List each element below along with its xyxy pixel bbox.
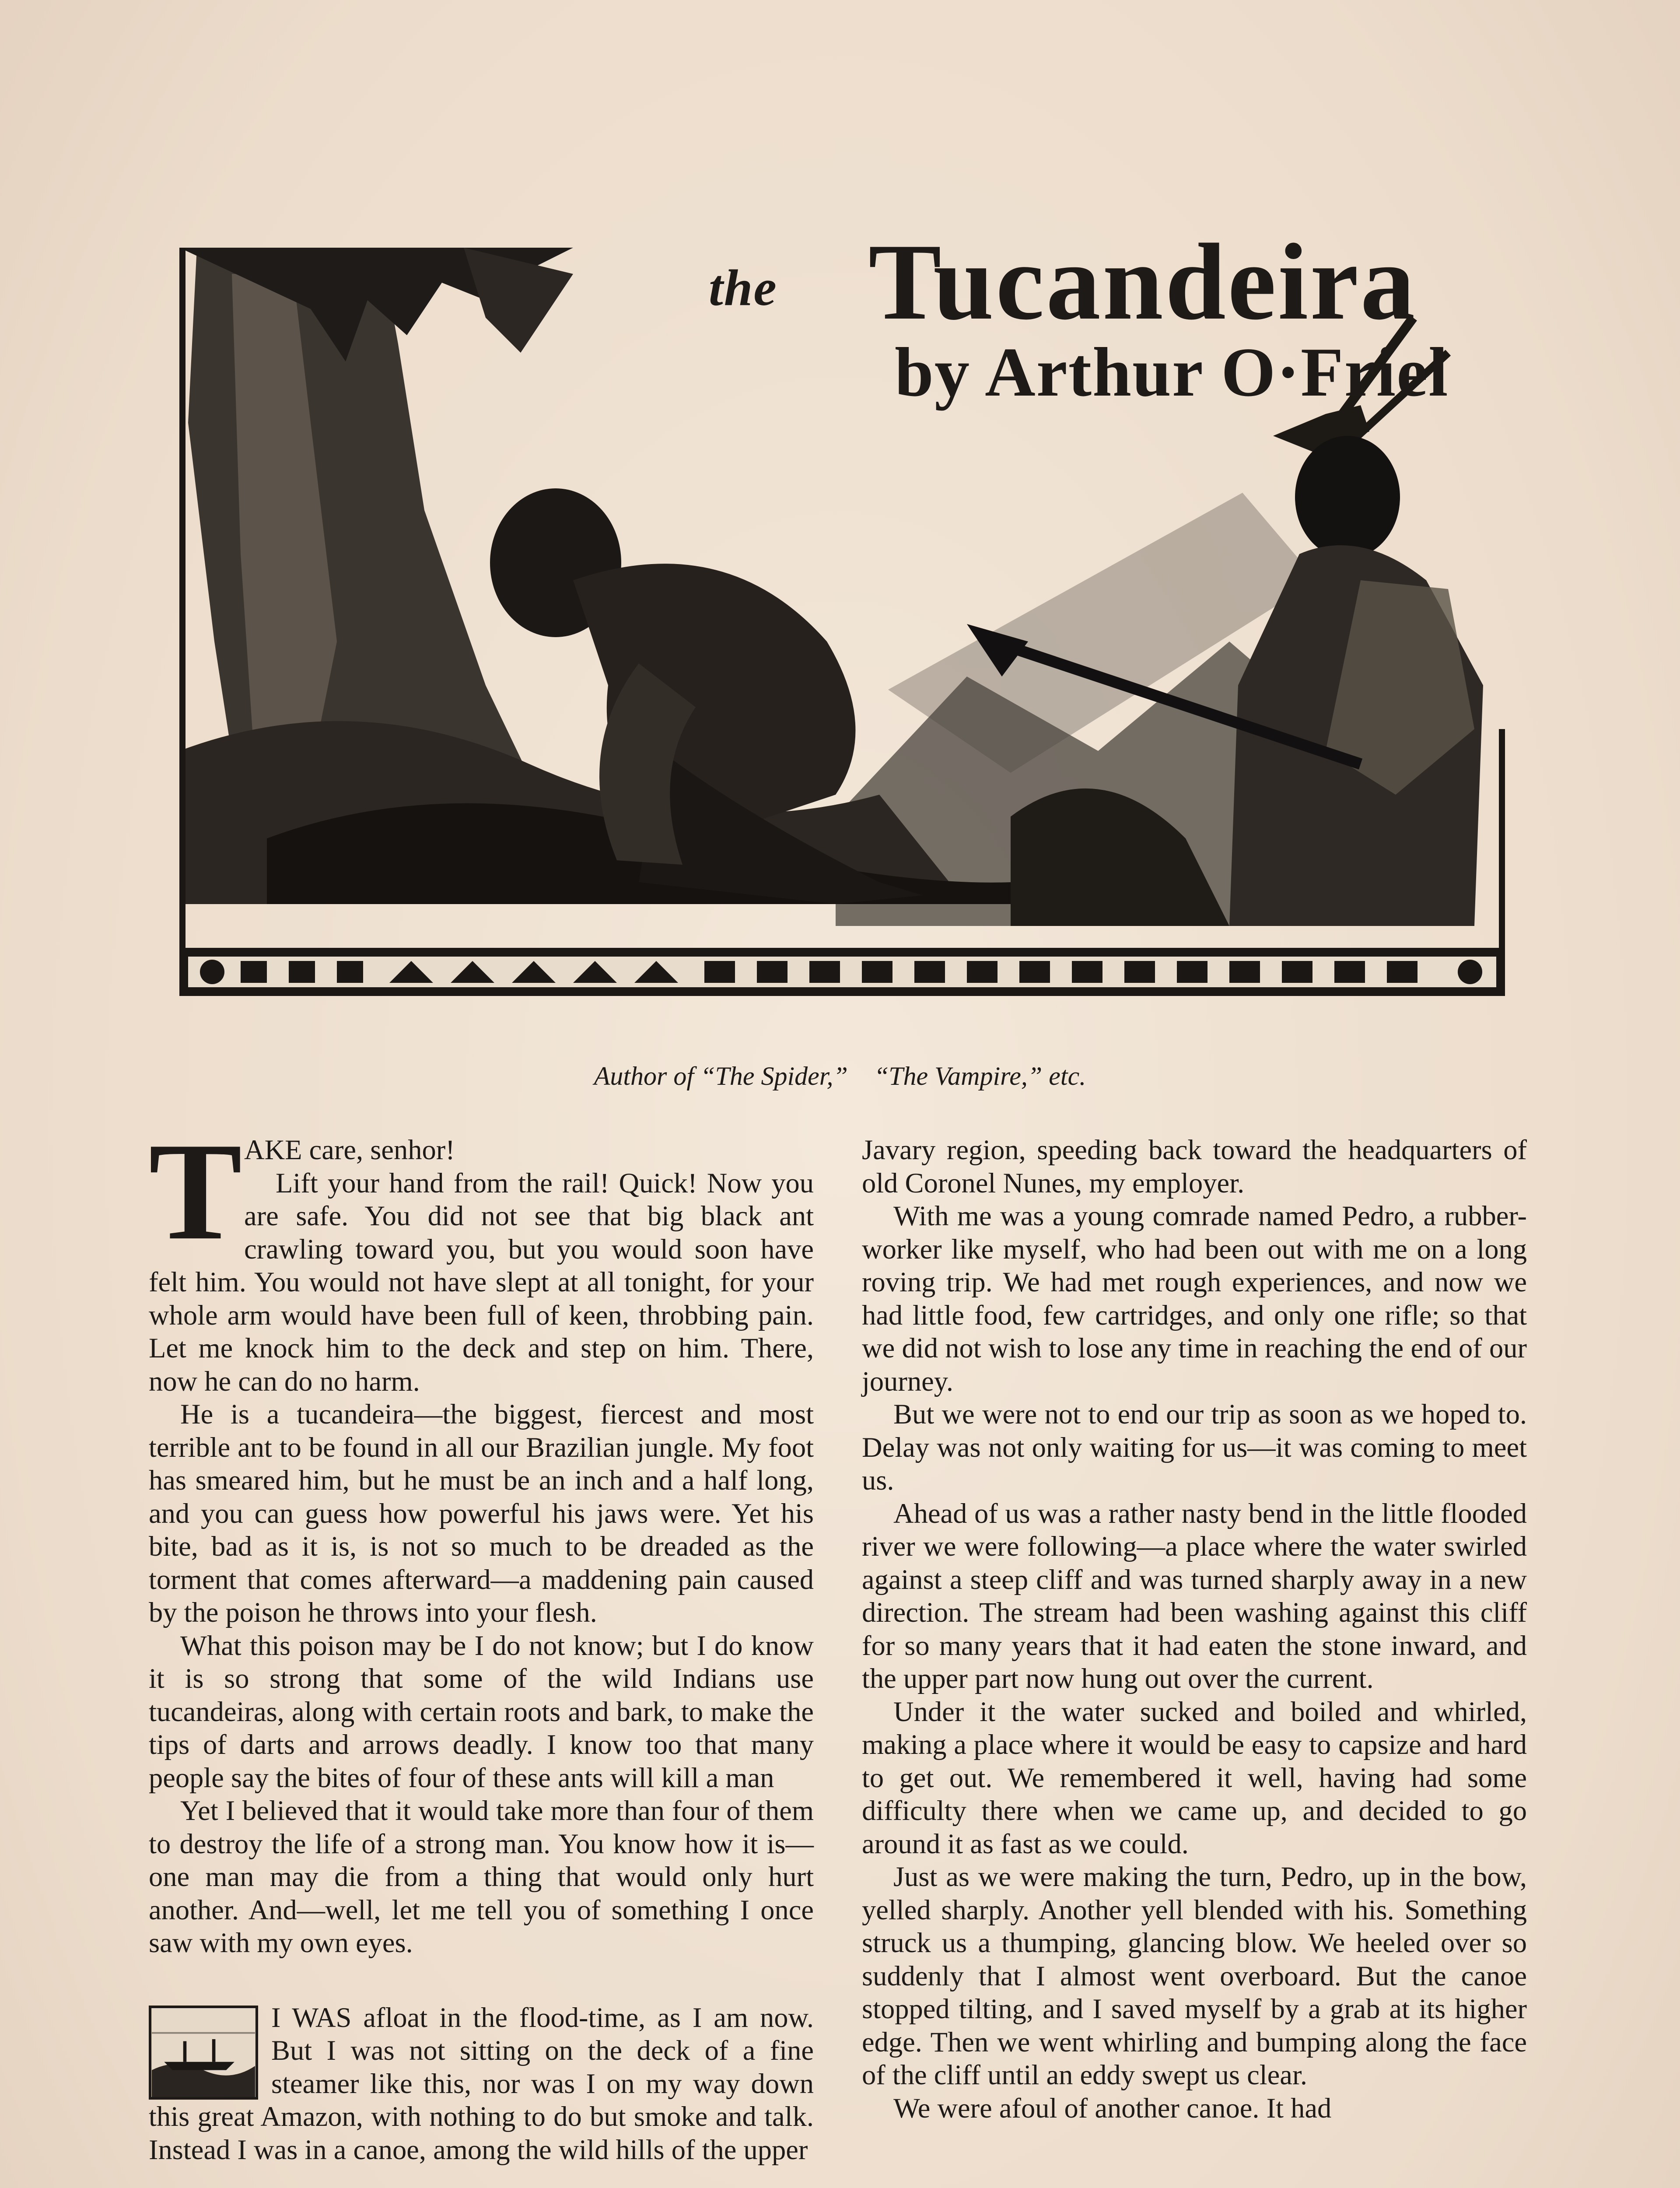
author-caption: Author of “The Spider,” “The Vampire,” etc. xyxy=(594,1062,1086,1090)
paragraph: Ahead of us was a rather nasty bend in the little flooded river we were following—a place where the water swirled against a steep cliff and was turned sharply away in a new direction. The stream had been washing against this cliff for so many years that it had eaten the stone inward, and the upper part now hung out over the current. xyxy=(862,1497,1527,1694)
paragraph: Just as we were making the turn, Pedro, up in the bow, yelled sharply. Another yell blended with his. Something struck us a thumping, glancing blow. We heeled over so suddenly that I almost went overboard. But the canoe stopped tilting, and I saved myself by a grab at its higher edge. Then we went whirling and bumping along the face of the cliff until an eddy swept us clear. xyxy=(862,1861,1527,2090)
article-column-left xyxy=(149,1114,814,2166)
paragraph: I WAS afloat in the flood-time, as I am now. But I was not sitting on the deck of a fine steamer like this, nor was I on my way down this great Amazon, with nothing to do but smoke and talk. Instead I was in a canoe, among the wild hills of the upper xyxy=(149,2002,814,2165)
paragraph: Yet I believed that it would take more than four of them to destroy the life of a strong man. You know how it is—one man may die from a thing that would only hurt another. And—well, let me tell you of something I once saw with my own eyes. xyxy=(149,1795,814,1958)
paragraph: Under it the water sucked and boiled and whirled, making a place where it would be easy to capsize and hard to get out. We remembered it well, having had some difficulty there when we came up, and decided to go around it as fast as we could. xyxy=(862,1696,1527,1859)
author-byline: by Arthur O·Friel xyxy=(895,333,1449,411)
paragraph: AKE care, senhor! xyxy=(244,1134,455,1165)
paragraph: We were afoul of another canoe. It had xyxy=(893,2092,1332,2124)
section-vignette-icon xyxy=(149,2006,258,2100)
paragraph: Lift your hand from the rail! Quick! Now you are safe. You did not see that big black ant crawling toward you, but you would soon have felt him. You would not have slept at all tonight, for your whole arm would have been full of keen, throbbing pain. Let me knock him to the deck and step on him. There, now he can do no harm. xyxy=(149,1167,814,1397)
page-title: Tucandeira xyxy=(868,221,1417,343)
title-prefix: the xyxy=(709,259,777,316)
article-column-right xyxy=(862,1133,1527,2125)
section-break xyxy=(149,1960,814,2001)
canoe-vignette-icon xyxy=(151,2008,256,2097)
drop-cap: T xyxy=(149,1114,242,1269)
paragraph: He is a tucandeira—the biggest, fiercest and most terrible ant to be found in all our Brazilian jungle. My foot has smeared him, but he must be an inch and a half long, and you can guess how powerful his jaws were. Yet his bite, bad as it is, is not so much to be dreaded as the torment that comes afterward—a maddening pain caused by the poison he throws into your flesh. xyxy=(149,1399,814,1628)
paragraph: With me was a young comrade named Pedro, a rubber-worker like myself, who had been out with me on a long roving trip. We had met rough experiences, and now we had little food, few cartridges, and only one rifle; so that we did not wish to lose any time in reaching the end of our journey. xyxy=(862,1200,1527,1397)
paragraph: What this poison may be I do not know; but I do know it is so strong that some of the wild Indians use tucandeiras, along with certain roots and bark, to make the tips of darts and arrows deadly. I know too that many people say the bites of four of these ants will kill a man xyxy=(149,1630,814,1793)
paragraph: Javary region, speeding back toward the headquarters of old Coronel Nunes, my employer. xyxy=(862,1134,1527,1199)
paragraph: But we were not to end our trip as soon as we hoped to. Delay was not only waiting for us—it was coming to meet us. xyxy=(862,1399,1527,1496)
